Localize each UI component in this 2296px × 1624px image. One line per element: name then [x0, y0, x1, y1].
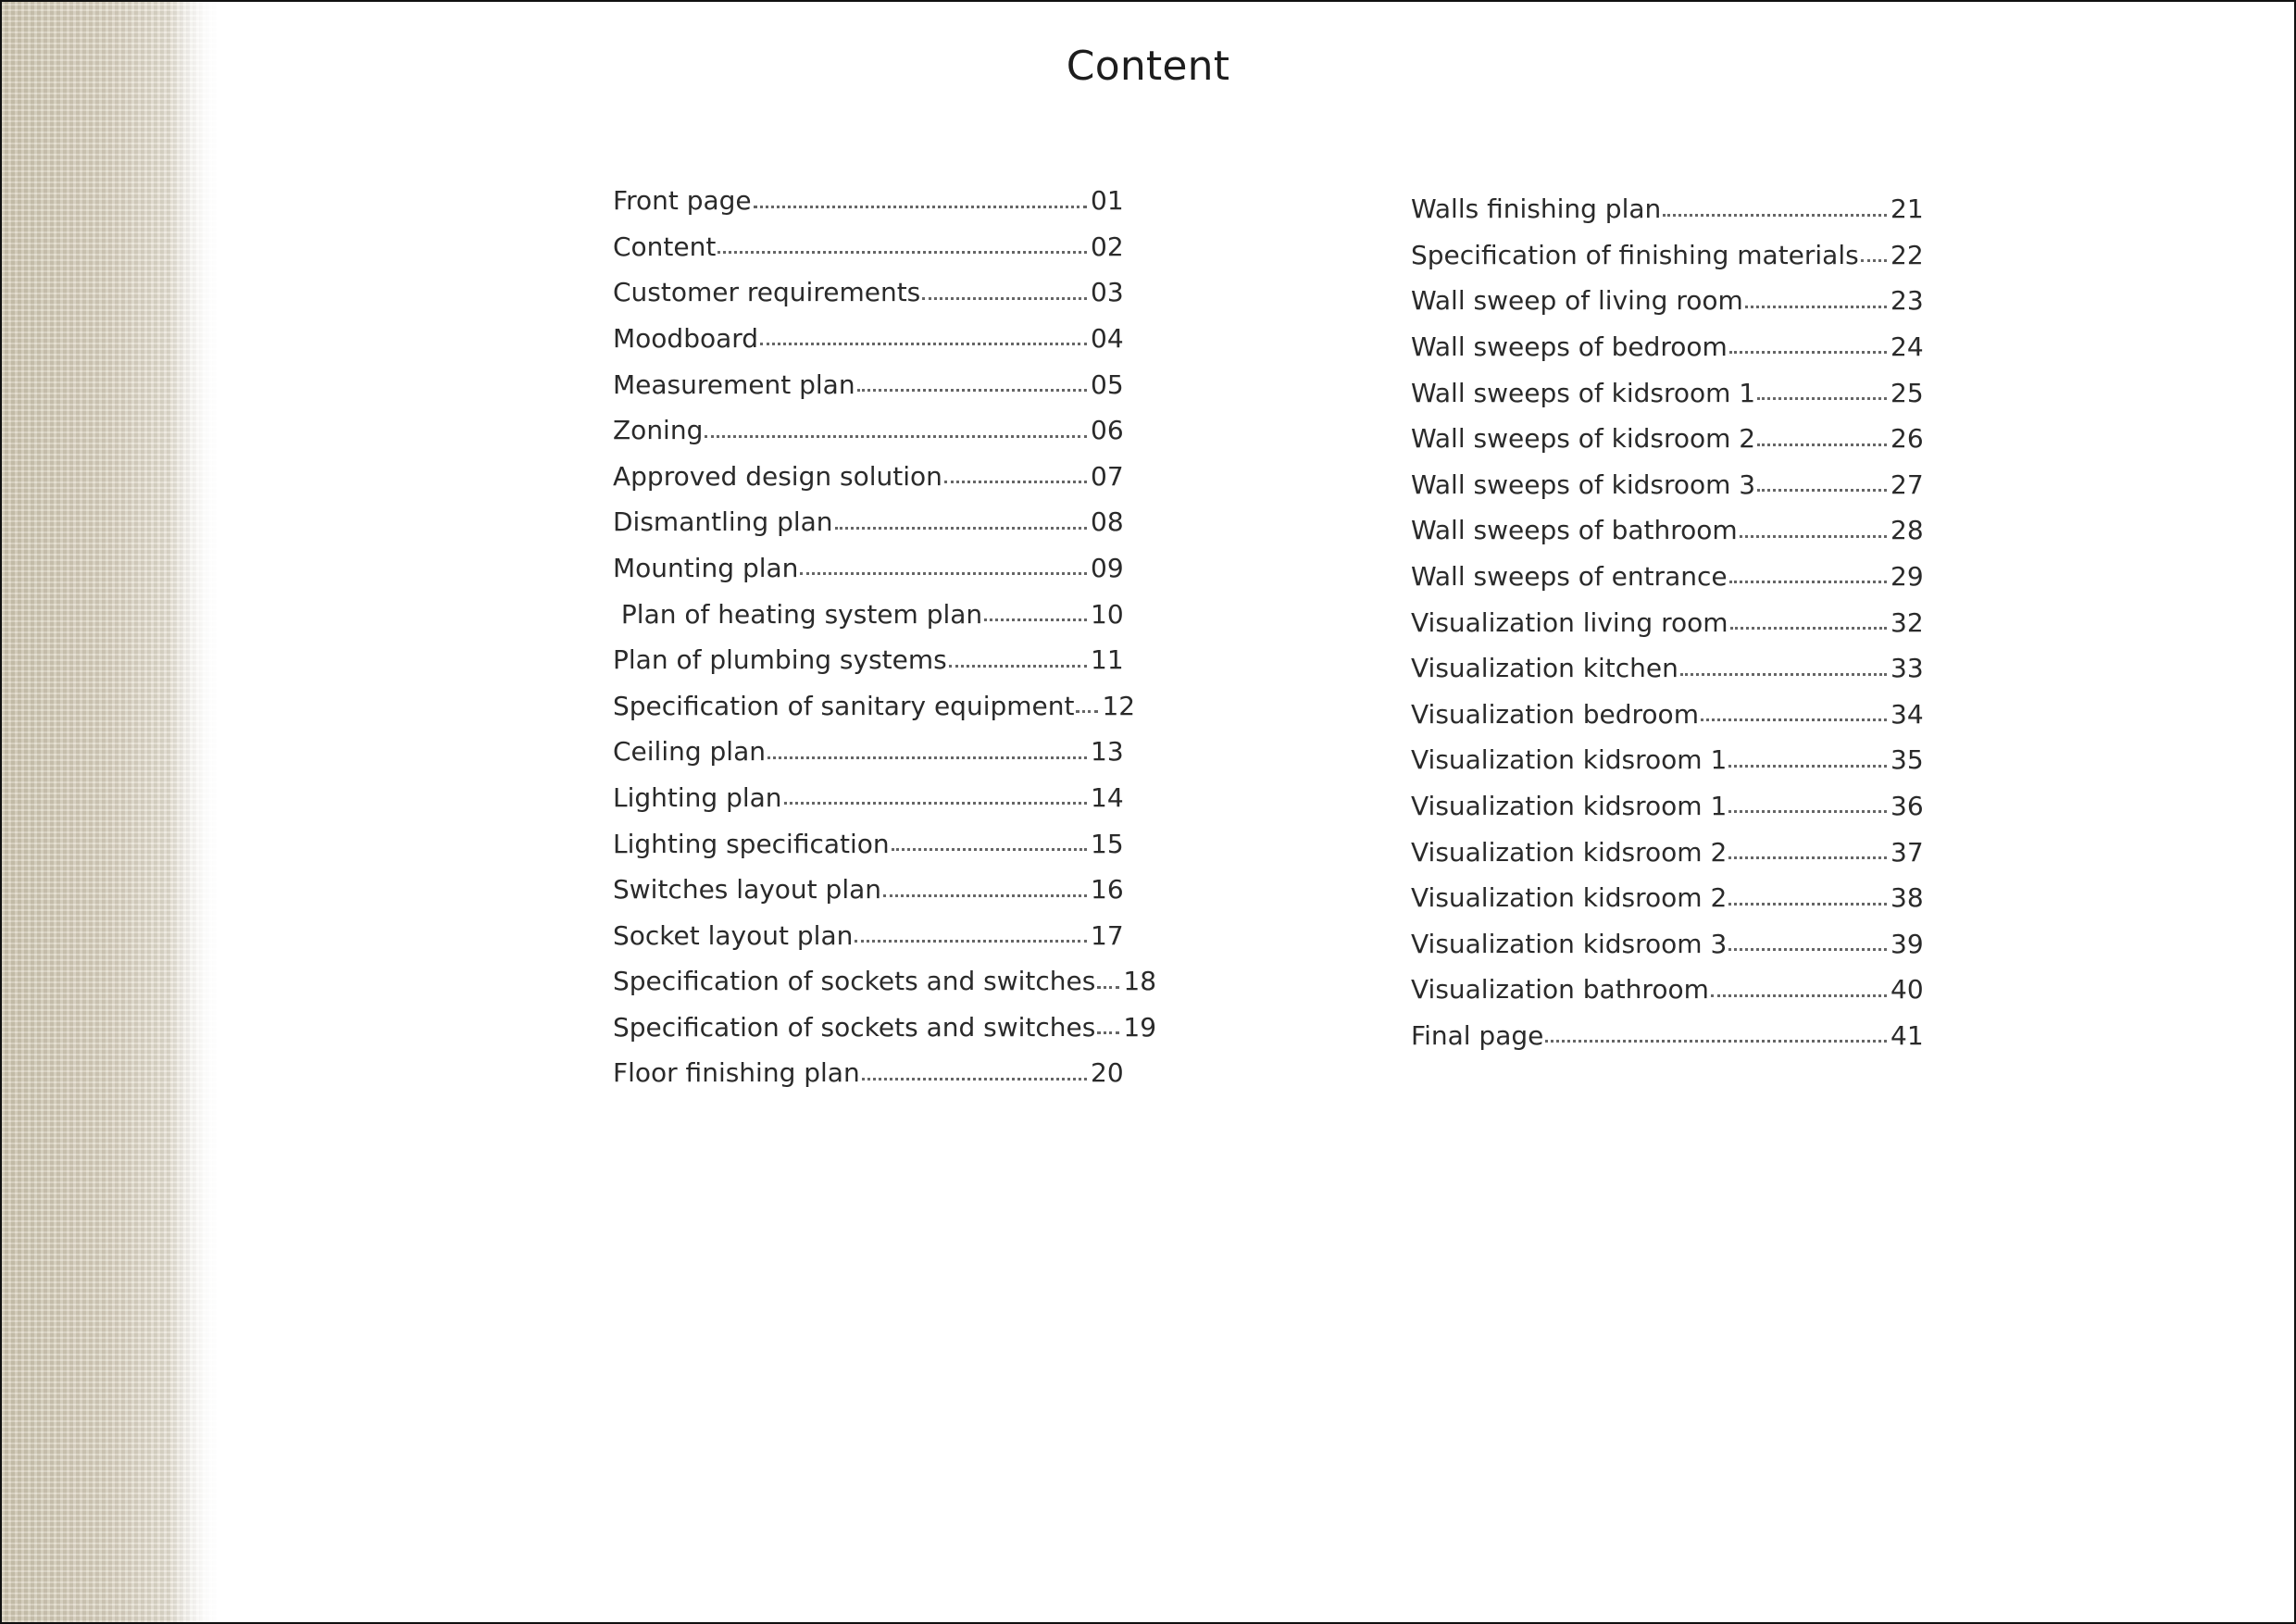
- dot-leader: [857, 389, 1087, 392]
- toc-entry-label: Lighting plan: [613, 781, 782, 813]
- toc-entry-page-number: 34: [1890, 698, 1924, 730]
- toc-entry-label: Wall sweeps of kidsroom 3: [1411, 468, 1756, 500]
- toc-entry-page-number: 29: [1890, 560, 1924, 592]
- toc-entry-label: Floor finishing plan: [613, 1057, 860, 1089]
- toc-entry-page-number: 18: [1123, 966, 1157, 997]
- dot-leader: [892, 848, 1087, 851]
- toc-entry[interactable]: [1411, 498, 1922, 544]
- toc-entry-page-number: 11: [1091, 644, 1124, 676]
- page-title: Content: [1066, 43, 1230, 90]
- toc-entry[interactable]: [1411, 728, 1922, 774]
- dot-leader: [835, 527, 1087, 530]
- toc-entry[interactable]: [613, 169, 1122, 215]
- toc-entry[interactable]: [1411, 866, 1922, 912]
- dot-leader: [883, 894, 1087, 897]
- dot-leader: [1757, 443, 1887, 446]
- toc-entry-label: Specification of finishing materials: [1411, 239, 1859, 270]
- toc-entry-label: Plan of plumbing systems: [613, 644, 947, 676]
- dot-leader: [1728, 948, 1887, 951]
- toc-entry[interactable]: [613, 719, 1122, 766]
- toc-entry[interactable]: [1411, 636, 1922, 682]
- dot-leader: [922, 297, 1087, 300]
- toc-entry[interactable]: [613, 306, 1122, 353]
- dot-leader: [1076, 710, 1098, 713]
- dot-leader: [984, 618, 1087, 621]
- toc-entry[interactable]: [1411, 590, 1922, 636]
- toc-entry-label: Mounting plan: [613, 552, 799, 583]
- toc-entry[interactable]: [613, 444, 1122, 491]
- toc-entry-page-number: 20: [1091, 1057, 1124, 1089]
- toc-entry-label: Visualization kidsroom 3: [1411, 928, 1728, 959]
- dot-leader: [800, 572, 1087, 575]
- toc-entry-label: Visualization bathroom: [1411, 974, 1709, 1006]
- toc-entry-label: Specification of sanitary equipment: [613, 690, 1075, 721]
- toc-entry[interactable]: [613, 628, 1122, 674]
- dot-leader: [855, 940, 1087, 943]
- toc-entry[interactable]: [1411, 406, 1922, 453]
- toc-entry-label: Approved design solution: [613, 460, 942, 492]
- toc-entry[interactable]: [613, 536, 1122, 582]
- toc-entry-page-number: 03: [1091, 277, 1124, 308]
- toc-entry-label: Dismantling plan: [613, 506, 833, 538]
- toc-entry-page-number: 13: [1091, 736, 1124, 768]
- toc-entry[interactable]: [613, 398, 1122, 444]
- toc-entry-label: Visualization living room: [1411, 606, 1728, 638]
- toc-entry-label: Plan of heating system plan: [613, 598, 983, 630]
- toc-entry-label: Visualization kidsroom 1: [1411, 744, 1728, 776]
- toc-entry-label: Specification of sockets and switches: [613, 966, 1096, 997]
- dot-leader: [1711, 994, 1887, 997]
- dot-leader: [1730, 627, 1887, 630]
- toc-entry-page-number: 10: [1091, 598, 1124, 630]
- toc-entry-label: Switches layout plan: [613, 874, 882, 906]
- toc-entry-page-number: 24: [1890, 331, 1924, 362]
- toc-entry-label: Final page: [1411, 1019, 1544, 1051]
- toc-entry[interactable]: [613, 1041, 1122, 1087]
- toc-entry-label: Zoning: [613, 415, 704, 446]
- toc-entry-page-number: 23: [1890, 285, 1924, 317]
- dot-leader: [1663, 214, 1887, 217]
- toc-entry[interactable]: [1411, 315, 1922, 361]
- toc-entry-page-number: 06: [1091, 415, 1124, 446]
- toc-entry-page-number: 37: [1890, 836, 1924, 868]
- toc-entry[interactable]: [613, 949, 1157, 997]
- dot-leader: [1729, 581, 1887, 583]
- toc-entry-page-number: 39: [1890, 928, 1924, 959]
- toc-entry-label: Wall sweeps of entrance: [1411, 560, 1728, 592]
- toc-entry-label: Visualization kitchen: [1411, 653, 1678, 684]
- toc-entry-label: Content: [613, 231, 717, 262]
- toc-entry[interactable]: [613, 766, 1122, 812]
- toc-entry-page-number: 21: [1890, 194, 1924, 225]
- toc-entry[interactable]: [613, 674, 1136, 721]
- toc-entry-label: Wall sweeps of bathroom: [1411, 515, 1738, 546]
- toc-entry-label: Moodboard: [613, 322, 759, 354]
- dot-leader: [1728, 856, 1887, 859]
- toc-entry-page-number: 12: [1102, 690, 1136, 721]
- toc-entry[interactable]: [613, 811, 1122, 857]
- dot-leader: [1757, 397, 1887, 400]
- dot-leader: [1680, 673, 1887, 676]
- dot-leader: [1728, 810, 1887, 813]
- toc-entry-page-number: 41: [1890, 1019, 1924, 1051]
- toc-entry-label: Front page: [613, 185, 752, 217]
- dot-leader: [754, 206, 1087, 208]
- toc-entry-page-number: 35: [1890, 744, 1924, 776]
- toc-entry-label: Wall sweep of living room: [1411, 285, 1743, 317]
- toc-entry[interactable]: [1411, 682, 1922, 729]
- toc-entry[interactable]: [1411, 223, 1922, 269]
- toc-entry-page-number: 14: [1091, 781, 1124, 813]
- toc-entry[interactable]: [613, 215, 1122, 261]
- toc-entry-page-number: 33: [1890, 653, 1924, 684]
- toc-entry-label: Wall sweeps of kidsroom 1: [1411, 377, 1756, 408]
- toc-entry[interactable]: [1411, 269, 1922, 315]
- dot-leader: [1728, 765, 1887, 768]
- dot-leader: [760, 343, 1087, 345]
- toc-entry-label: Ceiling plan: [613, 736, 766, 768]
- toc-entry[interactable]: [613, 352, 1122, 398]
- toc-left-column: [613, 169, 1157, 1089]
- dot-leader: [1740, 535, 1887, 538]
- toc-entry-label: Measurement plan: [613, 369, 855, 400]
- toc-entry-label: Walls finishing plan: [1411, 194, 1662, 225]
- toc-entry-page-number: 28: [1890, 515, 1924, 546]
- dot-leader: [944, 481, 1087, 483]
- toc-entry[interactable]: [613, 995, 1157, 1043]
- toc-entry-page-number: 16: [1091, 874, 1124, 906]
- toc-entry[interactable]: [1411, 544, 1922, 591]
- toc-entry-page-number: 08: [1091, 506, 1124, 538]
- toc-entry-label: Wall sweeps of kidsroom 2: [1411, 423, 1756, 455]
- toc-right-column: [1411, 177, 1922, 1049]
- toc-entry-page-number: 27: [1890, 468, 1924, 500]
- toc-entry[interactable]: [1411, 360, 1922, 406]
- toc-entry-page-number: 05: [1091, 369, 1124, 400]
- dot-leader: [1097, 1031, 1119, 1034]
- dot-leader: [1757, 489, 1887, 492]
- toc-entry-label: Socket layout plan: [613, 919, 854, 951]
- dot-leader: [1728, 903, 1887, 906]
- toc-entry-page-number: 26: [1890, 423, 1924, 455]
- dot-leader: [1861, 259, 1887, 262]
- dot-leader: [1701, 718, 1887, 721]
- toc-entry[interactable]: [1411, 774, 1922, 820]
- toc-entry-page-number: 09: [1091, 552, 1124, 583]
- dot-leader: [862, 1078, 1087, 1081]
- dot-leader: [718, 251, 1087, 254]
- toc-entry-page-number: 36: [1890, 790, 1924, 821]
- toc-entry-label: Visualization bedroom: [1411, 698, 1699, 730]
- texture-fade-edge: [168, 2, 224, 1622]
- toc-entry-page-number: 01: [1091, 185, 1124, 217]
- toc-entry-label: Lighting specification: [613, 828, 890, 859]
- toc-entry-page-number: 38: [1890, 882, 1924, 914]
- toc-entry[interactable]: [1411, 957, 1922, 1004]
- toc-entry-label: Visualization kidsroom 1: [1411, 790, 1728, 821]
- toc-entry-page-number: 17: [1091, 919, 1124, 951]
- toc-entry[interactable]: [613, 581, 1122, 628]
- dot-leader: [949, 665, 1087, 668]
- toc-entry-label: Customer requirements: [613, 277, 921, 308]
- dot-leader: [784, 802, 1087, 805]
- toc-entry-label: Visualization kidsroom 2: [1411, 836, 1728, 868]
- toc-entry[interactable]: [1411, 819, 1922, 866]
- toc-entry[interactable]: [613, 857, 1122, 904]
- toc-entry-page-number: 15: [1091, 828, 1124, 859]
- toc-entry[interactable]: [1411, 177, 1922, 223]
- toc-entry[interactable]: [1411, 453, 1922, 499]
- toc-entry-label: Visualization kidsroom 2: [1411, 882, 1728, 914]
- toc-entry-page-number: 22: [1890, 239, 1924, 270]
- toc-entry[interactable]: [613, 904, 1122, 950]
- toc-entry-page-number: 32: [1890, 606, 1924, 638]
- dot-leader: [1545, 1040, 1887, 1043]
- dot-leader: [1729, 351, 1887, 354]
- toc-entry-page-number: 02: [1091, 231, 1124, 262]
- dot-leader: [1745, 306, 1887, 308]
- toc-entry-label: Specification of sockets and switches: [613, 1011, 1096, 1043]
- dot-leader: [1097, 986, 1119, 989]
- toc-entry[interactable]: [613, 490, 1122, 536]
- toc-entry-page-number: 19: [1123, 1011, 1157, 1043]
- dot-leader: [705, 435, 1087, 438]
- toc-entry[interactable]: [1411, 912, 1922, 958]
- toc-entry-label: Wall sweeps of bedroom: [1411, 331, 1728, 362]
- toc-entry-page-number: 40: [1890, 974, 1924, 1006]
- toc-entry-page-number: 25: [1890, 377, 1924, 408]
- toc-entry-page-number: 04: [1091, 322, 1124, 354]
- toc-entry-page-number: 07: [1091, 460, 1124, 492]
- toc-entry[interactable]: [1411, 1004, 1922, 1050]
- dot-leader: [767, 756, 1087, 759]
- toc-entry[interactable]: [613, 260, 1122, 306]
